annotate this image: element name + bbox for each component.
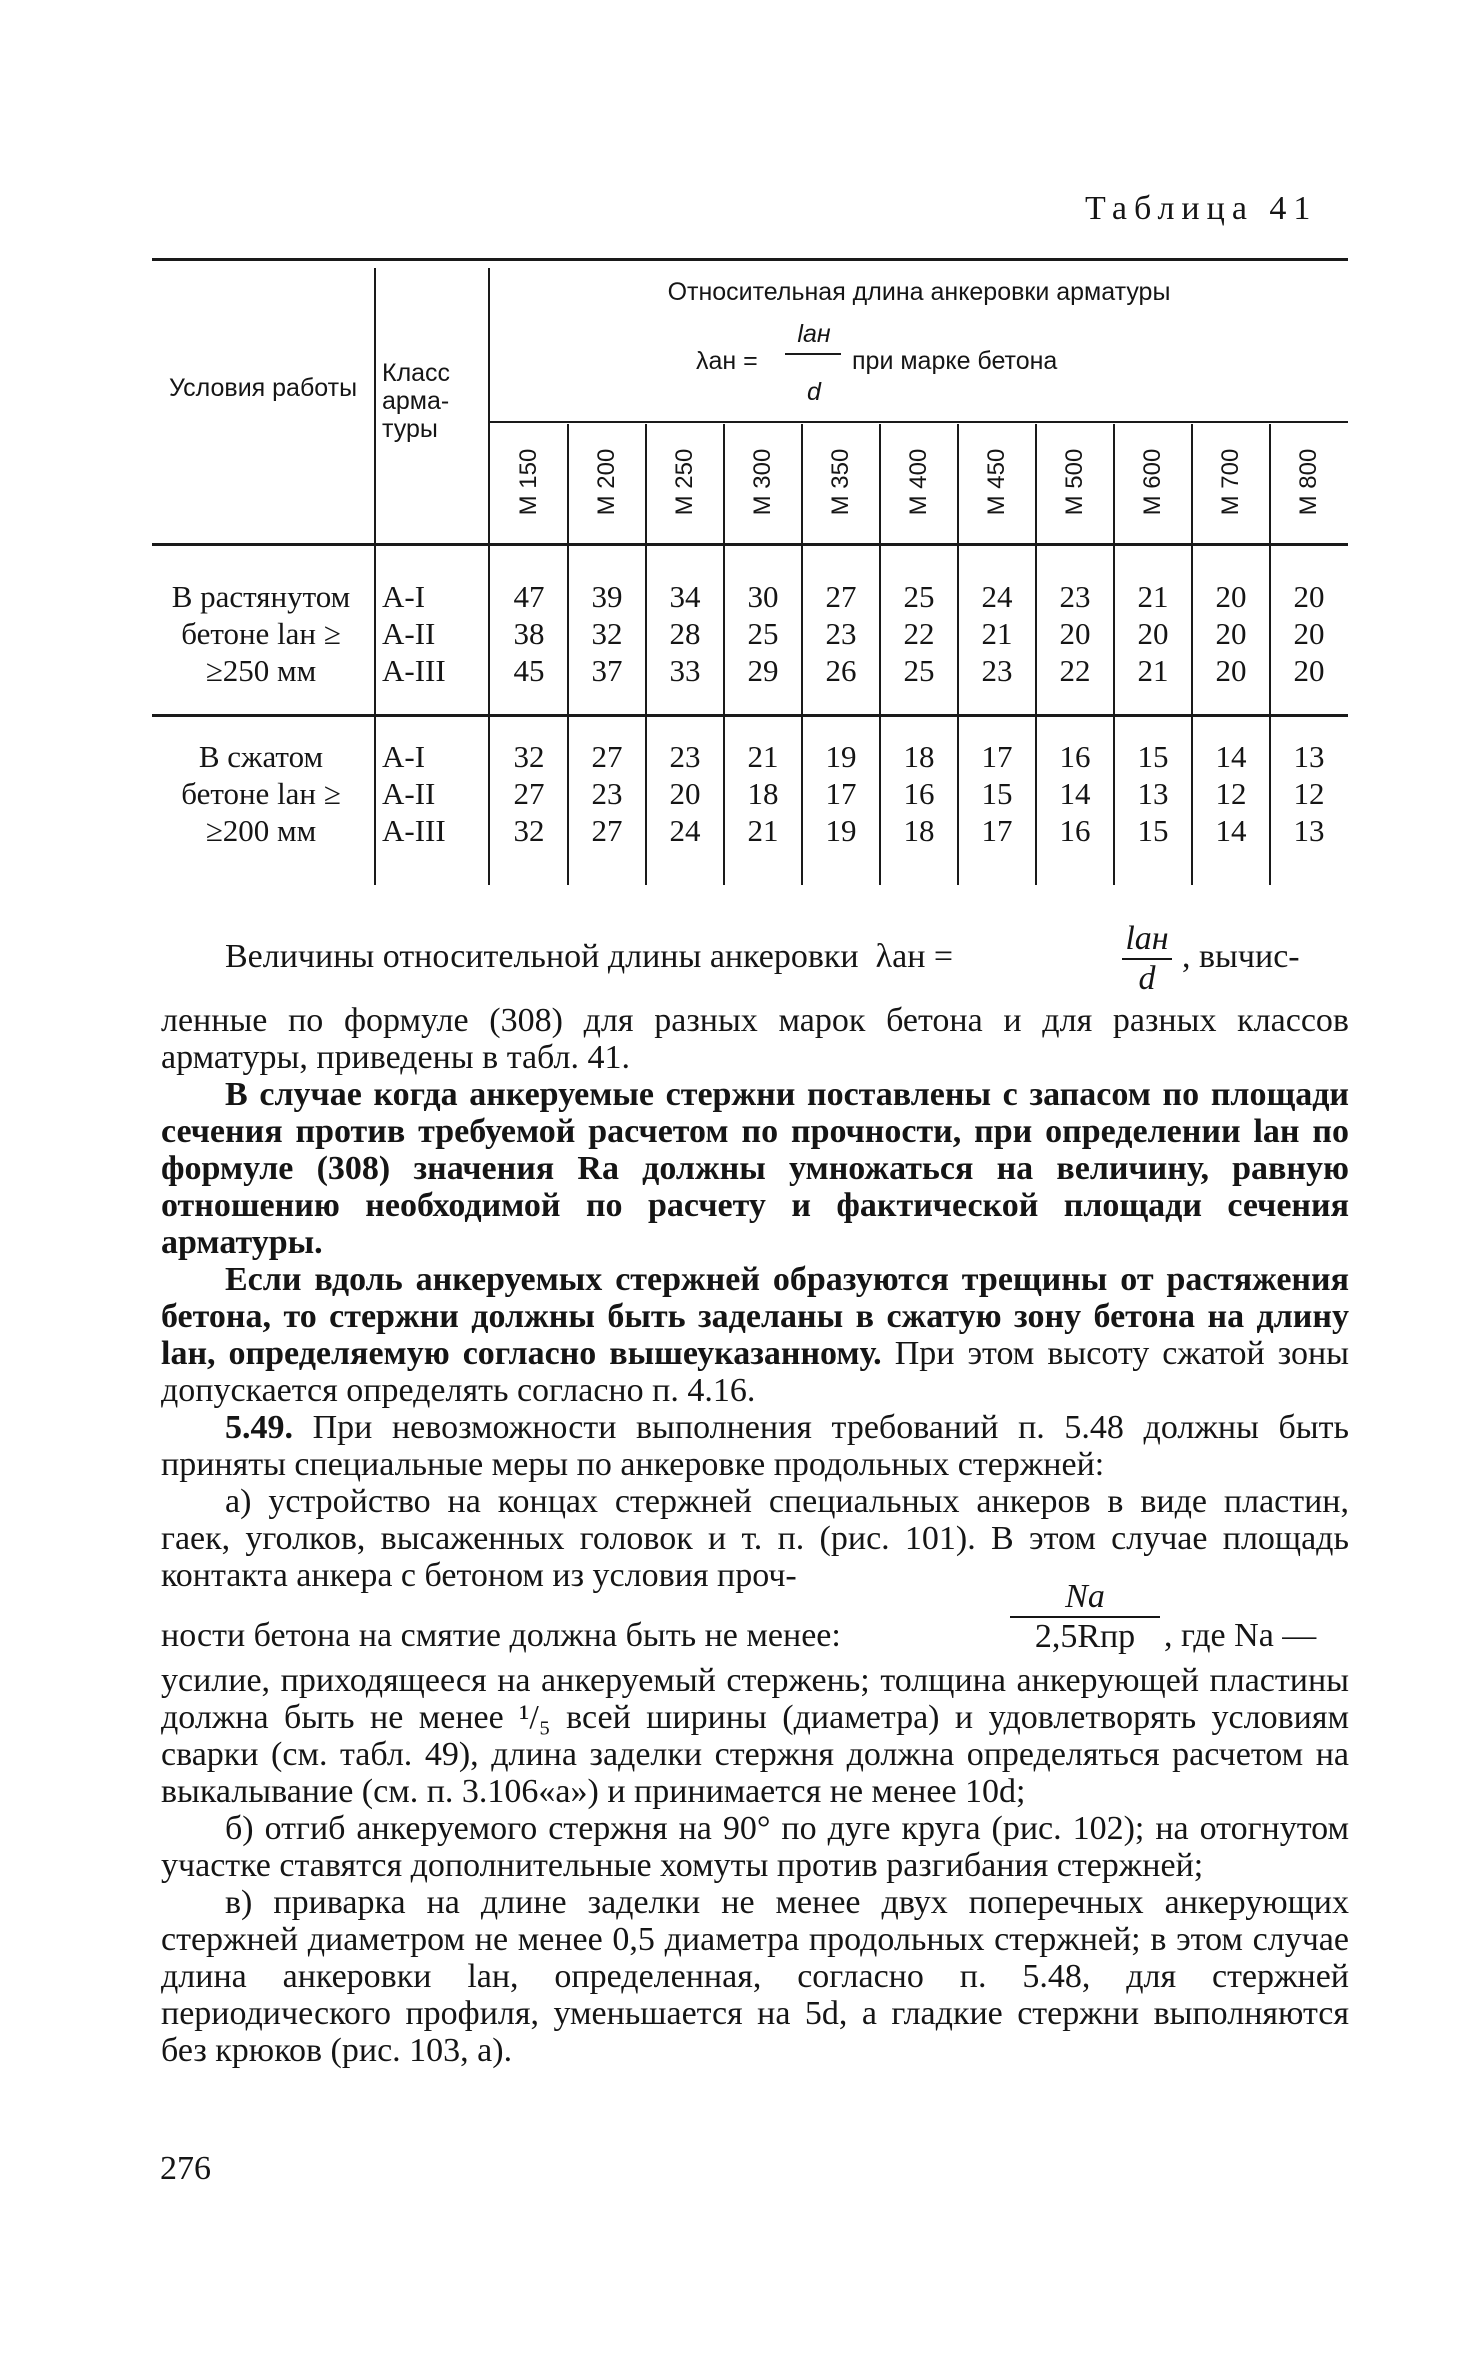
condition-line: бетоне lан ≥ bbox=[181, 776, 341, 811]
table-cell: 38 bbox=[513, 616, 545, 651]
p1-end: , вычис- bbox=[1182, 938, 1300, 975]
grade-column-rule bbox=[1113, 424, 1115, 885]
class-label: А-II bbox=[382, 776, 436, 811]
page-number: 276 bbox=[160, 2150, 211, 2187]
table-cell: 20 bbox=[1137, 616, 1169, 651]
grade-header bbox=[646, 424, 724, 540]
header-formula-numerator: lан bbox=[797, 320, 831, 348]
table-cell: 24 bbox=[981, 579, 1013, 614]
grade-column-rule bbox=[1035, 424, 1037, 885]
grade-label: М 350 bbox=[827, 448, 854, 516]
table-cell: 34 bbox=[669, 579, 701, 614]
table-caption: Таблица 41 bbox=[1085, 190, 1318, 227]
grade-label: М 200 bbox=[593, 448, 620, 516]
paragraph-2: В случае когда анкеруемые стержни поставлены с запасом по площади сечения против требуемой расчетом по прочности, при определении lан по формуле (308) значения Rа должны умножаться на величину, равную отношению необходимой по расчету и фактической площади сечения арматуры. bbox=[161, 1076, 1349, 1261]
table-cell: 39 bbox=[591, 579, 623, 614]
grade-column-rule bbox=[723, 424, 725, 885]
condition-line: бетоне lан ≥ bbox=[181, 616, 341, 651]
grade-header bbox=[1036, 424, 1114, 540]
table-cell: 25 bbox=[903, 579, 935, 614]
p3-bold: Если вдоль анкеруемых стержней образуются трещины от растяжения бетона, то стержни должны быть заделаны в сжатую зону бетона на длину lан, определяемую согласно вышеуказанному. bbox=[161, 1261, 1349, 1372]
table-cell: 15 bbox=[1137, 813, 1169, 848]
grade-label: М 600 bbox=[1139, 448, 1166, 516]
table-cell: 21 bbox=[1137, 653, 1169, 688]
table-cell: 20 bbox=[1293, 616, 1325, 651]
table-cell: 23 bbox=[669, 739, 701, 774]
classes-tension bbox=[382, 578, 482, 689]
p1-fraction bbox=[1122, 920, 1172, 998]
table-cell: 16 bbox=[1059, 739, 1091, 774]
table-cell: 20 bbox=[1293, 579, 1325, 614]
table-cell: 25 bbox=[903, 653, 935, 688]
grade-header bbox=[1192, 424, 1270, 540]
table-cell: 21 bbox=[981, 616, 1013, 651]
table-cell: 17 bbox=[981, 739, 1013, 774]
table-cell: 18 bbox=[747, 776, 779, 811]
table-cell: 23 bbox=[825, 616, 857, 651]
table-cell: 13 bbox=[1293, 739, 1325, 774]
p1-fraction-num: lан bbox=[1122, 920, 1172, 960]
item-a-fraction-den: 2,5Rпр bbox=[1034, 1618, 1136, 1655]
table-cell: 25 bbox=[747, 616, 779, 651]
grade-column-rule bbox=[801, 424, 803, 885]
table-cell: 14 bbox=[1215, 739, 1247, 774]
grade-header bbox=[880, 424, 958, 540]
item-a-fraction bbox=[1010, 1578, 1160, 1656]
table-cell: 24 bbox=[669, 813, 701, 848]
header-bottom-rule bbox=[152, 543, 1348, 546]
class-label: А-I bbox=[382, 739, 426, 774]
table-cell: 14 bbox=[1215, 813, 1247, 848]
table-cell: 22 bbox=[903, 616, 935, 651]
table-cell: 20 bbox=[1293, 653, 1325, 688]
p3-rest: При этом высоту сжатой зоны допускается определять согласно п. 4.16. bbox=[161, 1335, 1349, 1409]
table-cell: 28 bbox=[669, 616, 701, 651]
table-cell: 27 bbox=[513, 776, 545, 811]
table-cell: 14 bbox=[1059, 776, 1091, 811]
grade-header bbox=[490, 424, 568, 540]
table-cell: 23 bbox=[981, 653, 1013, 688]
table-cell: 30 bbox=[747, 579, 779, 614]
grade-column-rule bbox=[879, 424, 881, 885]
table-cell: 45 bbox=[513, 653, 545, 688]
paragraph-4 bbox=[161, 1409, 1349, 1483]
table-cell: 20 bbox=[1215, 616, 1247, 651]
grade-header bbox=[1114, 424, 1192, 540]
table-cell: 27 bbox=[591, 739, 623, 774]
table-cell: 18 bbox=[903, 739, 935, 774]
condition-line: ≥200 мм bbox=[205, 813, 317, 848]
class-label: А-III bbox=[382, 813, 446, 848]
anchorage-table bbox=[152, 258, 1348, 885]
table-cell: 23 bbox=[1059, 579, 1091, 614]
header-fraction-bar bbox=[785, 353, 841, 355]
grade-label: М 800 bbox=[1295, 448, 1322, 516]
grade-header bbox=[568, 424, 646, 540]
group-divider-rule bbox=[152, 714, 1348, 717]
table-cell: 19 bbox=[825, 813, 857, 848]
grade-header bbox=[958, 424, 1036, 540]
table-cell: 19 bbox=[825, 739, 857, 774]
table-cell: 20 bbox=[669, 776, 701, 811]
table-cell: 12 bbox=[1293, 776, 1325, 811]
header-group-title: Относительная длина анкеровки арматуры bbox=[667, 278, 1171, 306]
p1-lambda: λан = bbox=[875, 938, 954, 975]
condition-line: В растянутом bbox=[171, 579, 351, 614]
table-cell: 21 bbox=[747, 813, 779, 848]
table-cell: 15 bbox=[1137, 739, 1169, 774]
grade-label: М 700 bbox=[1217, 448, 1244, 516]
p4-text: При невозможности выполнения требований п. 5.48 должны быть приняты специальные меры по анкеровке продольных стержней: bbox=[161, 1409, 1349, 1483]
p1-fraction-den: d bbox=[1138, 960, 1156, 997]
table-cell: 20 bbox=[1215, 653, 1247, 688]
paragraph-3 bbox=[161, 1261, 1349, 1409]
table-cell: 37 bbox=[591, 653, 623, 688]
table-cell: 16 bbox=[903, 776, 935, 811]
column-rule bbox=[374, 268, 376, 885]
table-cell: 16 bbox=[1059, 813, 1091, 848]
grade-header bbox=[1270, 424, 1348, 540]
item-a-rest: усилие, приходящееся на анкеруемый стержень; толщина анкерующей пластины должна быть не менее ¹/₅ всей ширины (диаметра) и удовлетворять условиям сварки (см. табл. 49), длина заделки стержня должна определяться расчетом на выкалывание (см. п. 3.106«а») и принимается не менее 10d; bbox=[161, 1662, 1349, 1810]
table-cell: 20 bbox=[1059, 616, 1091, 651]
grade-header bbox=[802, 424, 880, 540]
item-a-fraction-num: Nа bbox=[1010, 1578, 1160, 1618]
table-cell: 17 bbox=[825, 776, 857, 811]
header-sub-rule bbox=[490, 421, 1348, 423]
body-text-1 bbox=[161, 1002, 1349, 1594]
grade-label: М 400 bbox=[905, 448, 932, 516]
grade-column-rule bbox=[1191, 424, 1193, 885]
table-cell: 33 bbox=[669, 653, 701, 688]
condition-tension bbox=[152, 578, 370, 689]
table-cell: 23 bbox=[591, 776, 623, 811]
table-cell: 15 bbox=[981, 776, 1013, 811]
table-cell: 13 bbox=[1293, 813, 1325, 848]
table-cell: 12 bbox=[1215, 776, 1247, 811]
item-a-formula-line: ности бетона на смятие должна быть не менее: bbox=[161, 1617, 841, 1654]
grade-label: М 500 bbox=[1061, 448, 1088, 516]
class-label: А-II bbox=[382, 616, 436, 651]
table-cell: 22 bbox=[1059, 653, 1091, 688]
grade-column-rule bbox=[1269, 424, 1271, 885]
paragraph-1-rest: ленные по формуле (308) для разных марок бетона и для разных классов арматуры, приведены в табл. 41. bbox=[161, 1002, 1349, 1076]
grade-header bbox=[724, 424, 802, 540]
condition-line: ≥250 мм bbox=[205, 653, 317, 688]
item-c: в) приварка на длине заделки не менее двух поперечных анкерующих стержней диаметром не менее 0,5 диаметра продольных стержней; в этом случае длина анкеровки lан, определенная, согласно п. 5.48, для стержней периодического профиля, уменьшается на 5d, а гладкие стержни выполняются без крюков (рис. 103, а). bbox=[161, 1884, 1349, 2069]
table-cell: 18 bbox=[903, 813, 935, 848]
table-cell: 32 bbox=[513, 739, 545, 774]
table-cell: 17 bbox=[981, 813, 1013, 848]
condition-compression bbox=[152, 738, 370, 849]
body-text-2 bbox=[161, 1662, 1349, 2069]
item-b: б) отгиб анкеруемого стержня на 90° по дуге круга (рис. 102); на отогнутом участке ставятся дополнительные хомуты против разгибания стержней; bbox=[161, 1810, 1349, 1884]
header-lambda: λан = bbox=[696, 347, 758, 375]
table-cell: 27 bbox=[825, 579, 857, 614]
table-cell: 32 bbox=[591, 616, 623, 651]
table-cell: 47 bbox=[513, 579, 545, 614]
table-cell: 20 bbox=[1215, 579, 1247, 614]
p1-start: Величины относительной длины анкеровки bbox=[225, 938, 859, 975]
item-a: а) устройство на концах стержней специальных анкеров в виде пластин, гаек, уголков, высаженных головок и т. п. (рис. 101). В этом случае площадь контакта анкера с бетоном из условия проч- bbox=[161, 1483, 1349, 1594]
item-a-where: , где Nа — bbox=[1164, 1617, 1317, 1654]
header-formula-denominator: d bbox=[807, 378, 821, 406]
condition-line: В сжатом bbox=[198, 739, 324, 774]
grade-label: М 150 bbox=[515, 448, 542, 516]
class-label: А-III bbox=[382, 653, 446, 688]
table-cell: 27 bbox=[591, 813, 623, 848]
clause-number: 5.49. bbox=[225, 1409, 293, 1446]
table-cell: 13 bbox=[1137, 776, 1169, 811]
grade-label: М 450 bbox=[983, 448, 1010, 516]
table-top-rule bbox=[152, 258, 1348, 261]
class-label: А-I bbox=[382, 579, 426, 614]
grade-label: М 250 bbox=[671, 448, 698, 516]
header-conditions: Условия работы bbox=[168, 374, 358, 402]
header-class: Класс арма-туры bbox=[382, 359, 451, 443]
table-cell: 26 bbox=[825, 653, 857, 688]
table-cell: 29 bbox=[747, 653, 779, 688]
table-cell: 21 bbox=[1137, 579, 1169, 614]
table-cell: 21 bbox=[747, 739, 779, 774]
table-cell: 32 bbox=[513, 813, 545, 848]
paragraph-1-line-1 bbox=[225, 938, 953, 976]
grade-column-rule bbox=[957, 424, 959, 885]
grade-column-rule bbox=[645, 424, 647, 885]
header-group-suffix: при марке бетона bbox=[852, 347, 1058, 375]
grade-label: М 300 bbox=[749, 448, 776, 516]
grade-column-rule bbox=[567, 424, 569, 885]
classes-compression bbox=[382, 738, 482, 849]
